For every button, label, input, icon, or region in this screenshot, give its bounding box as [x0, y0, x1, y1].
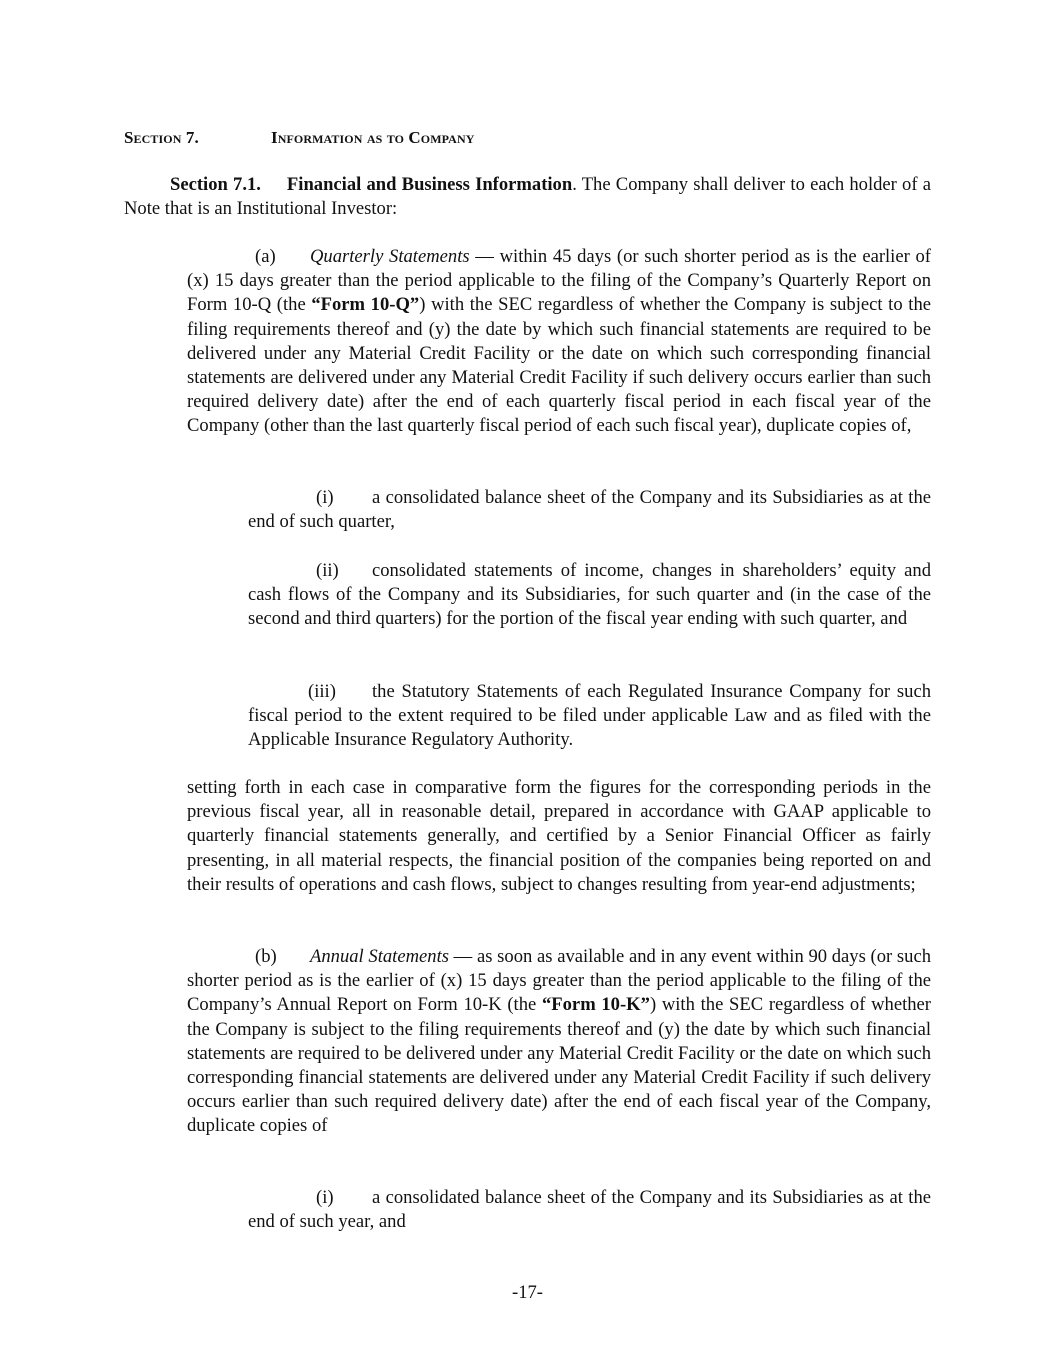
section-number: Section 7. — [124, 128, 199, 147]
clause-a-text-2: ) with the SEC regardless of whether the Company is subject to the filing requirements thereof and (y) the date by which such financial statements are required to be delivered under any Material Credit Facility or the date on which such corresponding financial statements are delivered under any Material Credit Facility if such delivery occurs earlier than such required delivery date) after the end of each quarterly fiscal period in each fiscal year of the Company (other than the last quarterly fiscal period of each such fiscal year), duplicate copies of, — [187, 294, 932, 437]
clause-b-label: (b) — [255, 946, 277, 967]
clause-a-tail-paragraph: setting forth in each case in comparative form the figures for the corresponding periods in the previous fiscal year, all in reasonable detail, prepared in accordance with GAAP applicable to quarterly financial statements generally, and certified by a Senior Financial Officer as fairly presenting, in all material respects, the financial position of the companies being reported on and their results of operations and cash flows, subject to changes resulting from year-end adjustments; — [187, 777, 931, 895]
section-7-1-paragraph — [124, 173, 931, 221]
item-label: (i) — [316, 487, 334, 508]
clause-b-text-1: — as soon as available and in any event within 90 days (or such shorter period as is the earlier of (x) 15 days greater than the period applicable to the filing of the Company’s Annual Report on Form 10-K (the — [187, 946, 932, 1016]
clause-a-text-1: — within 45 days (or such shorter period as is the earlier of (x) 15 days greater than the period applicable to the filing of the Company’s Quarterly Report on Form 10-Q (the — [187, 246, 931, 316]
clause-a-title: Quarterly Statements — [310, 246, 470, 267]
clause-a-item-ii — [248, 559, 931, 632]
clause-a-paragraph — [187, 245, 931, 439]
item-label: (i) — [316, 1187, 334, 1208]
clause-b-title: Annual Statements — [310, 946, 449, 967]
section-heading — [124, 126, 474, 150]
subsection-intro: . The Company shall deliver to each holder of a Note that is an Institutional Investor: — [124, 174, 931, 220]
clause-b-paragraph — [187, 945, 931, 1139]
page-number: -17- — [512, 1282, 543, 1303]
clause-a-label: (a) — [255, 246, 276, 267]
clause-a-item-iii — [248, 680, 931, 753]
item-text: consolidated statements of income, changes in shareholders’ equity and cash flows of the Company and its Subsidiaries, for such quarter and (in the case of the second and third quarters) for the portion of the fiscal year ending with such quarter, and — [248, 560, 931, 630]
clause-b-item-i — [248, 1186, 931, 1234]
subsection-number: Section 7.1. — [170, 174, 261, 195]
clause-b-defined-term: “Form 10-K” — [541, 994, 650, 1016]
subsection-title: Financial and Business Information — [286, 174, 573, 195]
item-text: a consolidated balance sheet of the Company and its Subsidiaries as at the end of such year, and — [248, 1187, 931, 1233]
item-label: (ii) — [316, 560, 339, 581]
clause-a-defined-term: “Form 10-Q” — [311, 294, 420, 316]
item-label: (iii) — [308, 681, 336, 702]
section-title: Information as to Company — [271, 128, 475, 147]
item-text: a consolidated balance sheet of the Company and its Subsidiaries as at the end of such quarter, — [248, 487, 931, 533]
page-footer — [0, 1281, 1055, 1305]
clause-b-text-2: ) with the SEC regardless of whether the Company is subject to the filing requirements thereof and (y) the date by which such financial statements are required to be delivered under any Material Credit Facility or the date on which such corresponding financial statements are delivered under any Material Credit Facility if such delivery occurs earlier than such required delivery date) after the end of each fiscal year of the Company, duplicate copies of — [187, 994, 931, 1137]
item-text: the Statutory Statements of each Regulated Insurance Company for such fiscal period to the extent required to be filed under applicable Law and as filed with the Applicable Insurance Regulatory Authority. — [248, 681, 931, 751]
clause-a-item-i — [248, 486, 931, 534]
